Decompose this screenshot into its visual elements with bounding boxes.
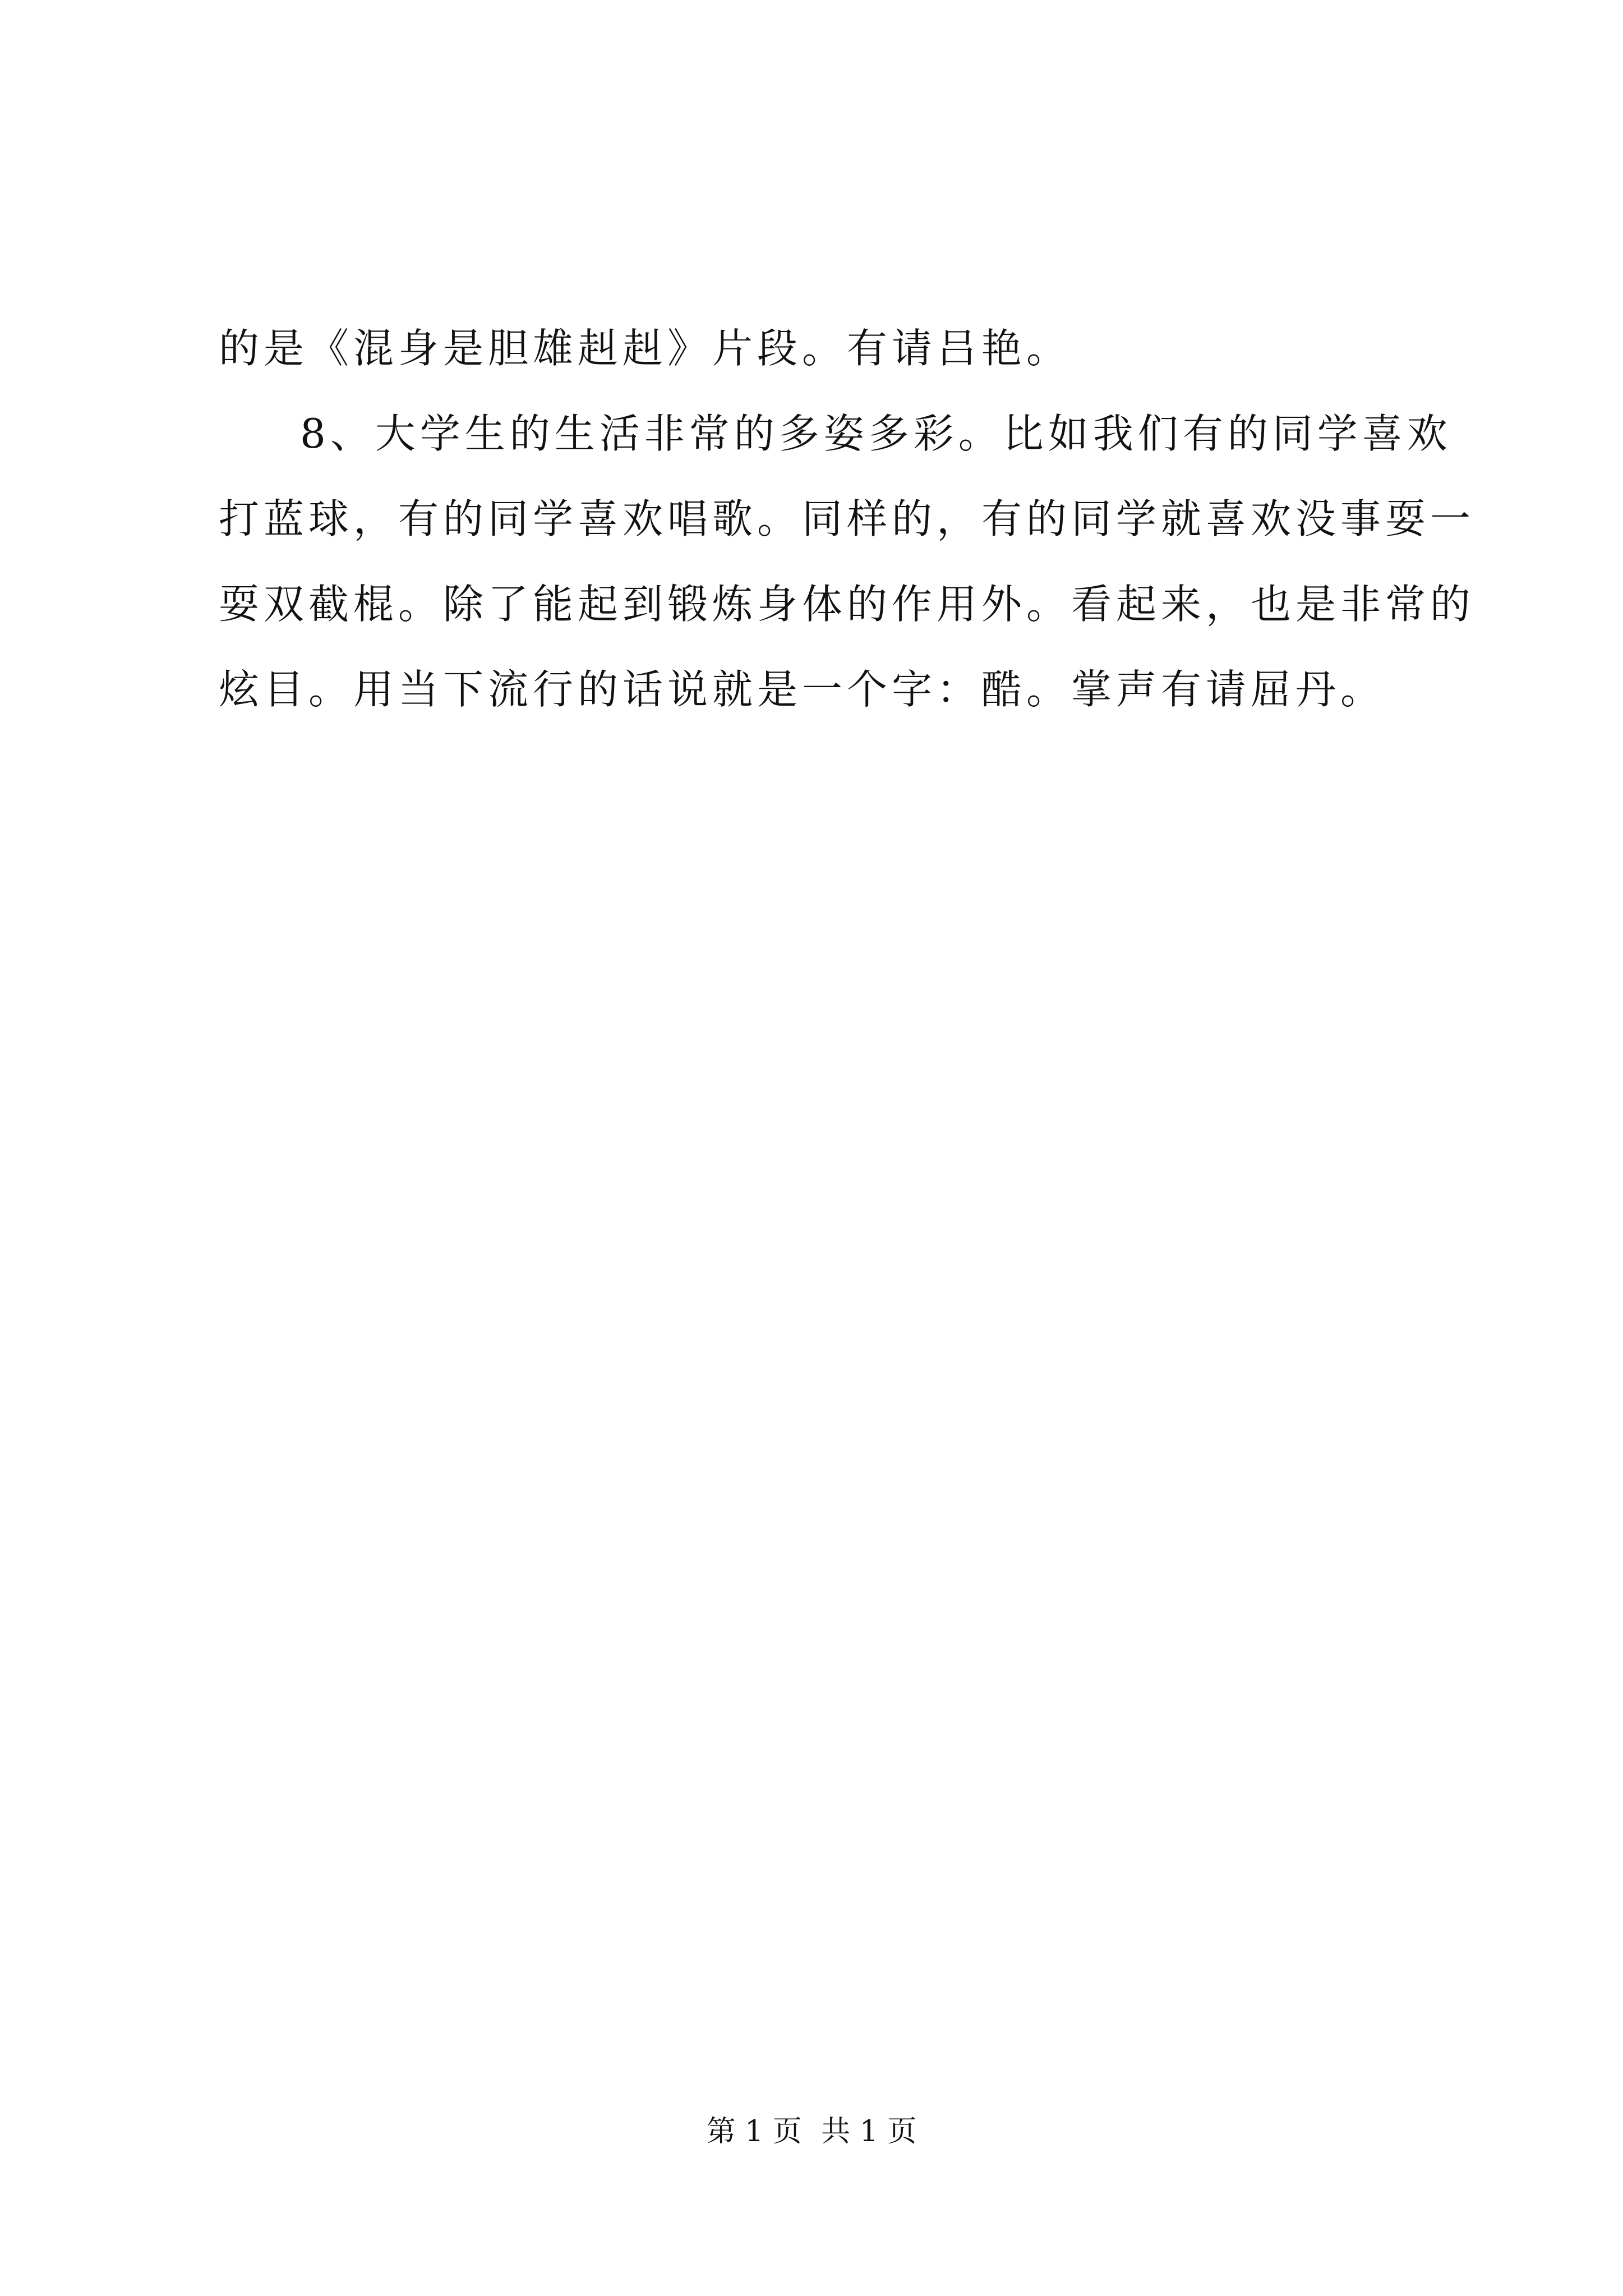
text-line-1: 的是《混身是胆雄赳赳》片段。有请吕艳。 bbox=[219, 325, 1072, 372]
page-number: 第 1 页 bbox=[706, 2115, 802, 2148]
text-line-4: 耍双截棍。除了能起到锻炼身体的作用外。看起来，也是非常的 bbox=[219, 581, 1476, 628]
page-total: 共 1 页 bbox=[821, 2115, 917, 2148]
page-footer bbox=[0, 2109, 1623, 2154]
text-line-3: 打蓝球，有的同学喜欢唱歌。同样的，有的同学就喜欢没事耍一 bbox=[219, 495, 1476, 542]
document-body bbox=[219, 306, 1476, 732]
text-line-5: 炫目。用当下流行的话说就是一个字：酷。掌声有请屈丹。 bbox=[219, 666, 1386, 713]
text-line-2: 8、大学生的生活非常的多姿多彩。比如我们有的同学喜欢 bbox=[300, 410, 1452, 457]
